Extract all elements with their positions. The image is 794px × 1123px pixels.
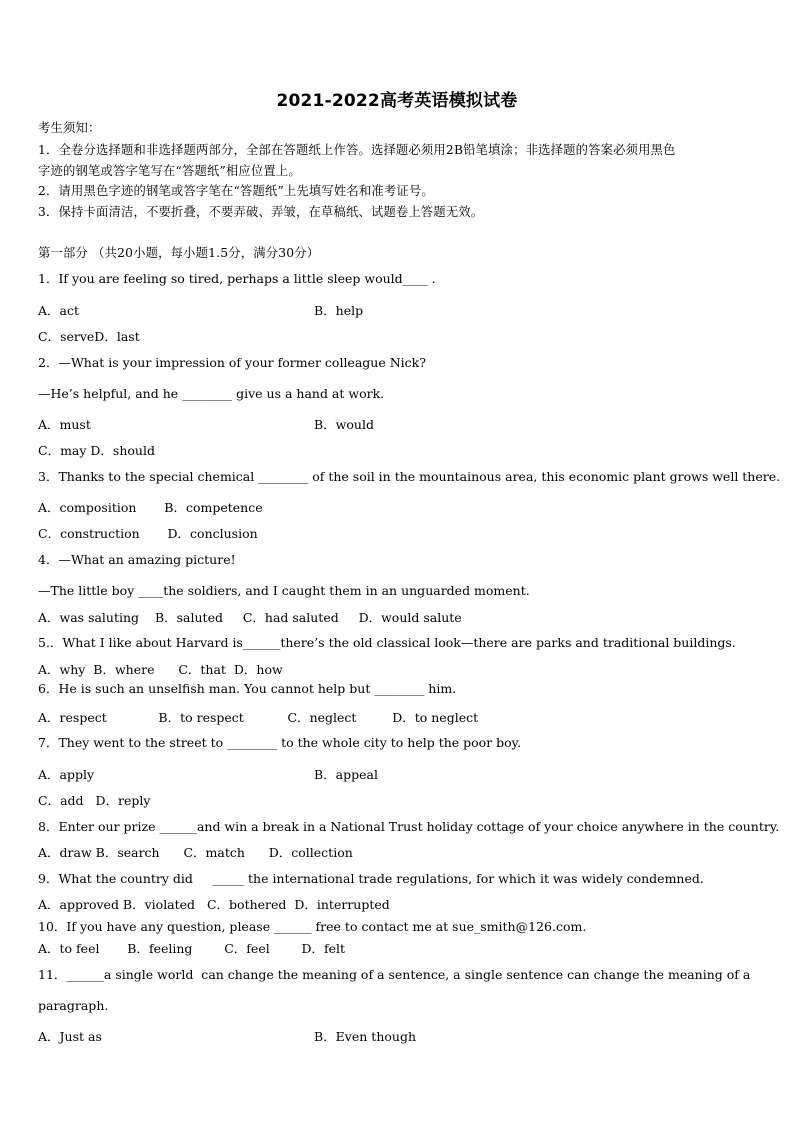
question-7-option-b: B．appeal [314,767,378,782]
part-heading: 第一部分 （共20小题，每小题1.5分，满分30分） [38,246,320,260]
question-2-options-cd: C．may D．should [38,443,155,458]
question-1-stem: 1．If you are feeling so tired, perhaps a little sleep would____ . [38,271,436,286]
question-8-stem: 8．Enter our prize ______and win a break in a National Trust holiday cottage of your choice anywhere in the country. [38,819,780,834]
question-4-stem-cont: —The little boy ____the soldiers, and I caught them in an unguarded moment. [38,583,530,598]
question-11-stem: 11．______a single world can change the meaning of a sentence, a single sentence can change the meaning of a [38,967,751,982]
question-3-options-ab: A．composition B．competence [38,500,263,515]
notice-heading: 考生须知： [38,121,101,135]
question-3-options-cd: C．construction D．conclusion [38,526,258,541]
question-6-options: A．respect B．to respect C．neglect D．to neglect [38,710,479,725]
question-9-stem: 9．What the country did _____ the international trade regulations, for which it was widely condemned. [38,871,704,886]
question-7-option-a: A．apply [38,767,95,782]
question-1-option-a: A．act [38,303,80,318]
page-title: 2021-2022高考英语模拟试卷 [276,91,518,111]
notice-item-1-cont: 字迹的钢笔或答字笔写在“答题纸”相应位置上。 [38,164,301,178]
notice-item-3: 3．保持卡面清洁，不要折叠，不要弄破、弄皱，在草稿纸、试题卷上答题无效。 [38,205,484,219]
question-5-stem: 5.．What I like about Harvard is______there’s the old classical look—there are parks and traditional buildings. [38,635,736,650]
question-8-options: A．draw B．search C．match D．collection [38,845,353,860]
question-11-stem-cont: paragraph. [38,998,109,1013]
question-7-stem: 7．They went to the street to ________ to the whole city to help the poor boy. [38,735,522,750]
question-4-options: A．was saluting B．saluted C．had saluted D．would salute [38,610,462,625]
question-1-option-b: B．help [314,303,364,318]
notice-item-1: 1．全卷分选择题和非选择题两部分，全部在答题纸上作答。选择题必须用2B铅笔填涂；非选择题的答案必须用黑色 [38,143,676,157]
question-7-options-cd: C．add D．reply [38,793,151,808]
question-11-option-a: A．Just as [38,1029,102,1044]
question-2-stem: 2．—What is your impression of your former colleague Nick? [38,355,426,370]
notice-item-2: 2．请用黑色字迹的钢笔或答字笔在“答题纸”上先填写姓名和准考证号。 [38,184,434,198]
question-1-options-cd: C．serveD．last [38,329,140,344]
question-10-stem: 10．If you have any question, please ______ free to contact me at sue_smith@126.com. [38,919,587,934]
question-2-option-a: A．must [38,417,91,432]
question-9-options: A．approved B．violated C．bothered D．interrupted [38,897,390,912]
question-11-option-b: B．Even though [314,1029,416,1044]
question-3-stem: 3．Thanks to the special chemical ________ of the soil in the mountainous area, this economic plant grows well there. [38,469,781,484]
question-6-stem: 6．He is such an unselfish man. You cannot help but ________ him. [38,681,457,696]
question-2-stem-cont: —He’s helpful, and he ________ give us a hand at work. [38,386,385,401]
question-5-options: A．why B．where C．that D．how [38,662,283,677]
question-4-stem: 4．—What an amazing picture! [38,552,236,567]
question-2-option-b: B．would [314,417,374,432]
question-10-options: A．to feel B．feeling C．feel D．felt [38,941,346,956]
